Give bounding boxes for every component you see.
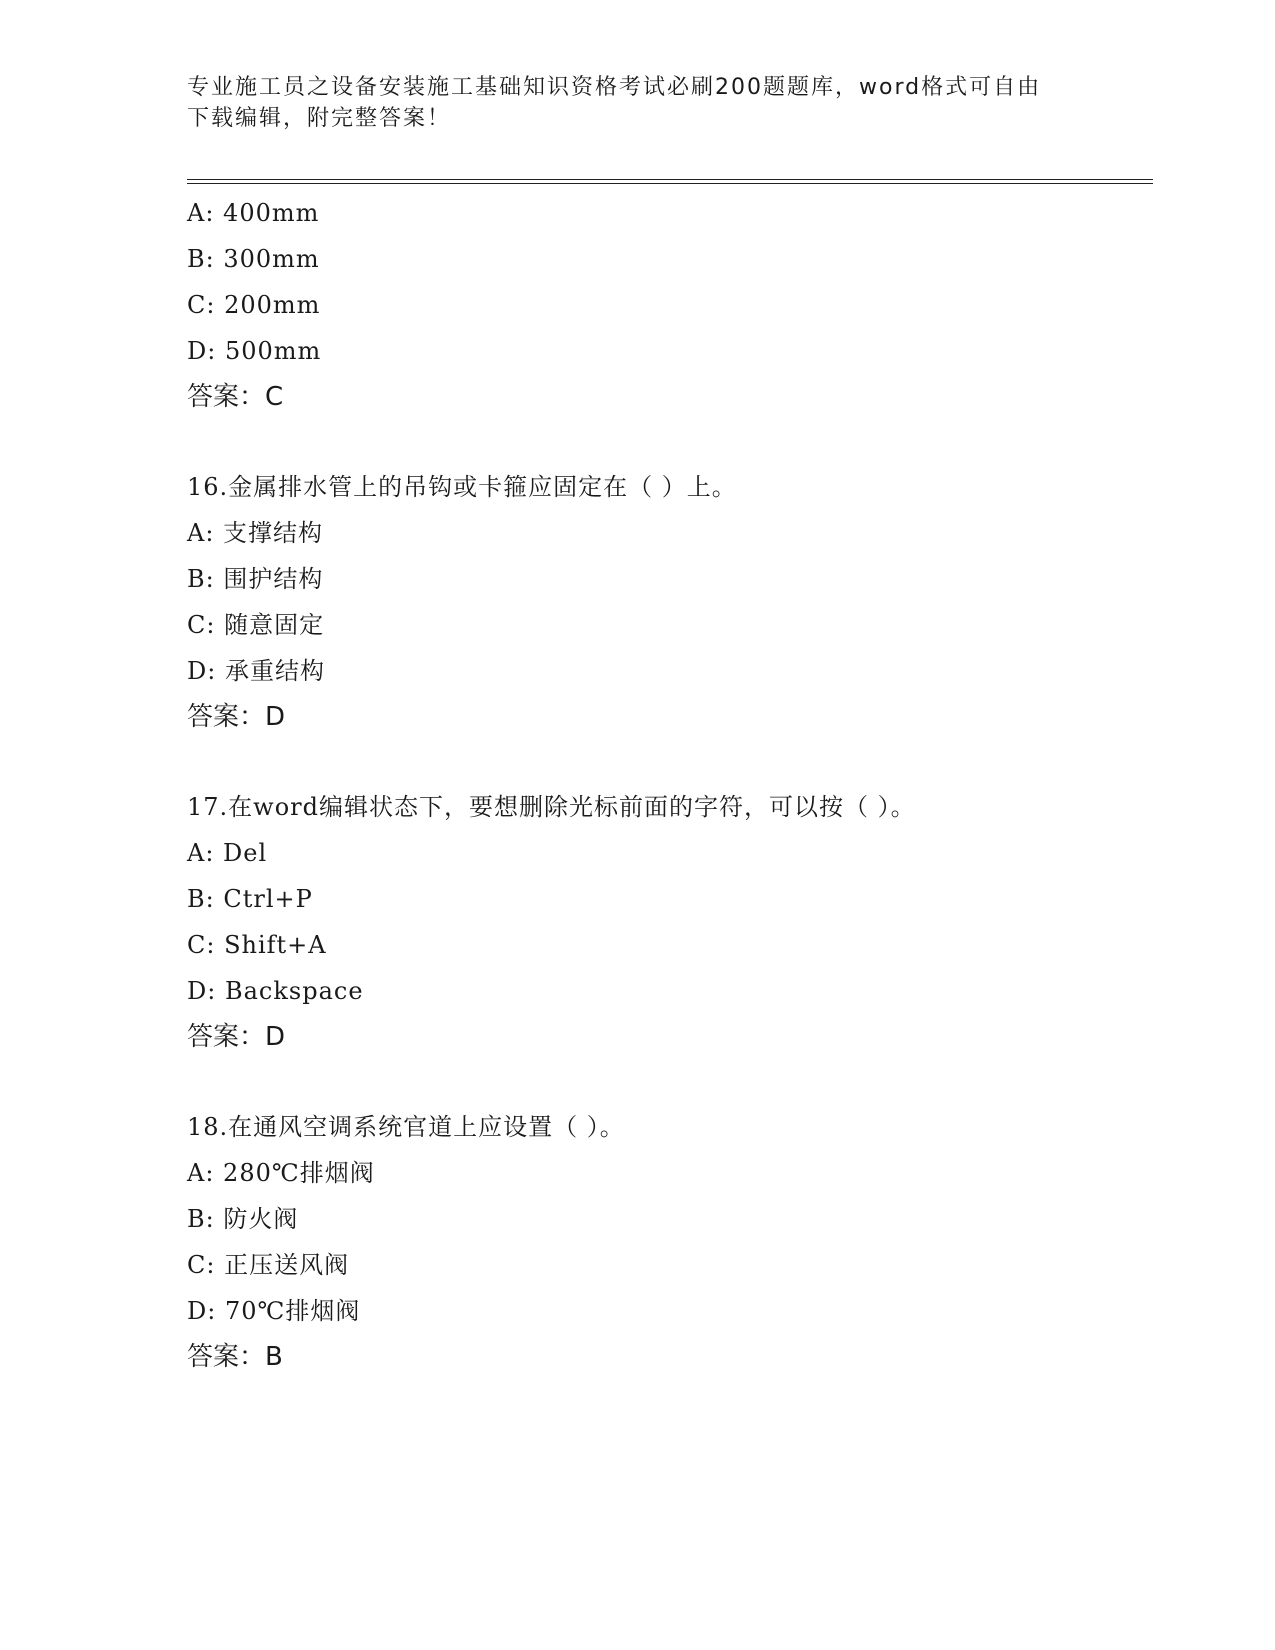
option-b: B: Ctrl+P: [187, 885, 313, 913]
spacer: [187, 1060, 1153, 1104]
question-list: [187, 190, 1153, 1380]
question-title: 18.在通风空调系统官道上应设置（ ）。: [187, 1113, 625, 1141]
option-d: D: 500mm: [187, 337, 322, 365]
header-line-1: 专业施工员之设备安装施工基础知识资格考试必刷200题题库，word格式可自由: [187, 75, 1042, 100]
header-rule-bottom: [187, 183, 1153, 184]
answer: 答案：D: [187, 702, 286, 732]
question-18: [187, 1104, 1153, 1380]
option-c: C: 200mm: [187, 291, 321, 319]
option-b: B: 围护结构: [187, 565, 324, 593]
document-header: [187, 72, 1087, 134]
option-a: A: Del: [187, 839, 268, 867]
option-c: C: 随意固定: [187, 611, 325, 639]
header-rule-top: [187, 179, 1153, 180]
question-title: 16.金属排水管上的吊钩或卡箍应固定在（ ）上。: [187, 473, 737, 501]
question-16: [187, 464, 1153, 740]
option-b: B: 防火阀: [187, 1205, 299, 1233]
option-a: A: 400mm: [187, 199, 320, 227]
spacer: [187, 420, 1153, 464]
option-d: D: 承重结构: [187, 657, 325, 685]
header-line-2: 下载编辑，附完整答案！: [187, 106, 452, 131]
question-title: 17.在word编辑状态下，要想删除光标前面的字符，可以按（ ）。: [187, 793, 916, 821]
option-d: D: Backspace: [187, 977, 364, 1005]
answer: 答案：D: [187, 1022, 286, 1052]
option-a: A: 280℃排烟阀: [187, 1159, 375, 1187]
answer: 答案：B: [187, 1342, 283, 1372]
spacer: [187, 740, 1153, 784]
option-d: D: 70℃排烟阀: [187, 1297, 361, 1325]
answer: 答案：C: [187, 382, 284, 412]
option-c: C: 正压送风阀: [187, 1251, 350, 1279]
question-17: [187, 784, 1153, 1060]
option-b: B: 300mm: [187, 245, 320, 273]
option-c: C: Shift+A: [187, 931, 327, 959]
question-15: [187, 190, 1153, 420]
option-a: A: 支撑结构: [187, 519, 324, 547]
